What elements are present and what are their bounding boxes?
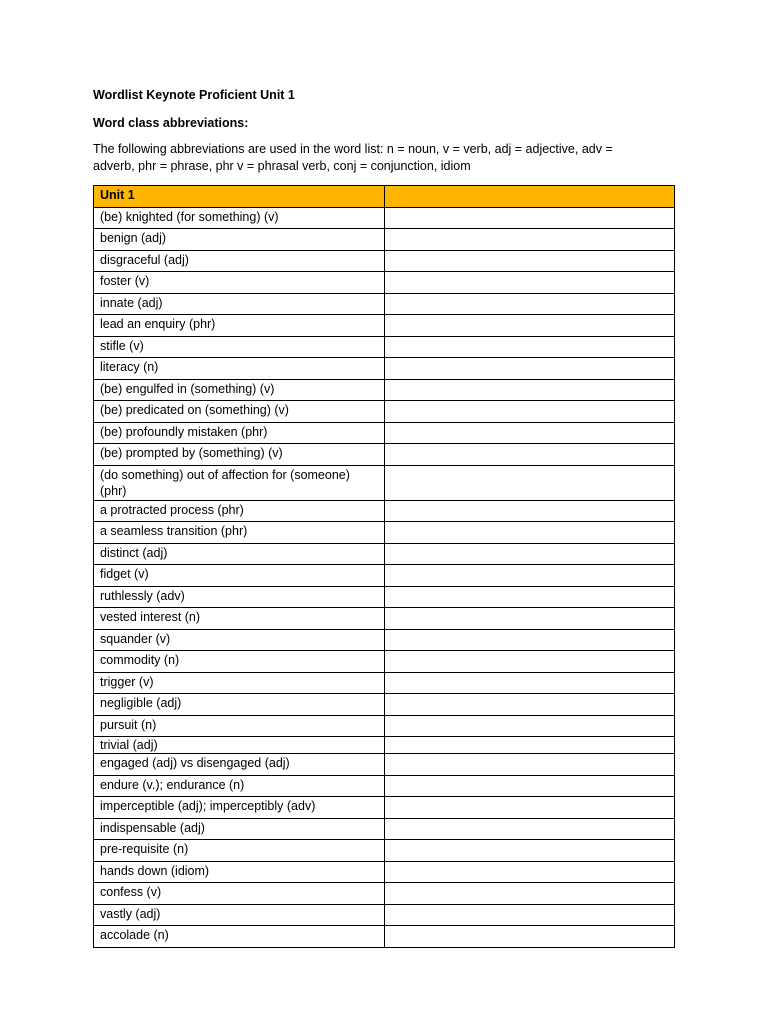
table-row (94, 737, 675, 754)
word-cell: a protracted process (phr) (94, 500, 385, 522)
blank-cell[interactable] (384, 775, 675, 797)
word-cell: commodity (n) (94, 651, 385, 673)
blank-cell[interactable] (384, 608, 675, 630)
word-cell: benign (adj) (94, 229, 385, 251)
table-row (94, 522, 675, 544)
blank-cell[interactable] (384, 293, 675, 315)
table-row (94, 444, 675, 466)
table-row (94, 904, 675, 926)
blank-cell[interactable] (384, 651, 675, 673)
word-cell: fidget (v) (94, 565, 385, 587)
blank-cell[interactable] (384, 672, 675, 694)
word-cell: stifle (v) (94, 336, 385, 358)
word-cell: endure (v.); endurance (n) (94, 775, 385, 797)
word-cell: (be) predicated on (something) (v) (94, 401, 385, 423)
abbreviations-intro: The following abbreviations are used in the word list: n = noun, v = verb, adj = adjective, adv = adverb, phr = phrase, phr v = phrasal verb, conj = conjunction, idiom (93, 142, 613, 173)
table-row (94, 229, 675, 251)
table-row (94, 797, 675, 819)
table-row (94, 500, 675, 522)
table-row (94, 379, 675, 401)
table-row (94, 336, 675, 358)
blank-cell[interactable] (384, 840, 675, 862)
word-cell: vested interest (n) (94, 608, 385, 630)
word-cell: innate (adj) (94, 293, 385, 315)
blank-cell[interactable] (384, 500, 675, 522)
table-row (94, 672, 675, 694)
word-cell: lead an enquiry (phr) (94, 315, 385, 337)
blank-cell[interactable] (384, 207, 675, 229)
word-cell: (be) engulfed in (something) (v) (94, 379, 385, 401)
table-row (94, 315, 675, 337)
table-row (94, 715, 675, 737)
table-row (94, 586, 675, 608)
table-row (94, 401, 675, 423)
table-row (94, 293, 675, 315)
header-cell-blank (384, 186, 675, 208)
word-cell: distinct (adj) (94, 543, 385, 565)
blank-cell[interactable] (384, 904, 675, 926)
table-row (94, 207, 675, 229)
word-cell: a seamless transition (phr) (94, 522, 385, 544)
word-cell: (do something) out of affection for (someone) (phr) (94, 465, 385, 500)
document-title: Wordlist Keynote Proficient Unit 1 (93, 88, 295, 102)
table-row (94, 840, 675, 862)
table-row (94, 358, 675, 380)
blank-cell[interactable] (384, 250, 675, 272)
table-header-row (94, 186, 675, 208)
table-row (94, 926, 675, 948)
word-cell: trigger (v) (94, 672, 385, 694)
blank-cell[interactable] (384, 694, 675, 716)
blank-cell[interactable] (384, 358, 675, 380)
wordlist-table (93, 185, 675, 948)
blank-cell[interactable] (384, 315, 675, 337)
blank-cell[interactable] (384, 926, 675, 948)
word-cell: disgraceful (adj) (94, 250, 385, 272)
blank-cell[interactable] (384, 565, 675, 587)
table-row (94, 775, 675, 797)
table-row (94, 694, 675, 716)
blank-cell[interactable] (384, 379, 675, 401)
word-cell: (be) prompted by (something) (v) (94, 444, 385, 466)
blank-cell[interactable] (384, 754, 675, 776)
blank-cell[interactable] (384, 715, 675, 737)
blank-cell[interactable] (384, 797, 675, 819)
blank-cell[interactable] (384, 272, 675, 294)
table-row (94, 883, 675, 905)
table-row (94, 272, 675, 294)
blank-cell[interactable] (384, 629, 675, 651)
header-cell-unit: Unit 1 (94, 186, 385, 208)
table-row (94, 861, 675, 883)
blank-cell[interactable] (384, 336, 675, 358)
table-row (94, 754, 675, 776)
table-row (94, 565, 675, 587)
word-cell: negligible (adj) (94, 694, 385, 716)
word-cell: trivial (adj) (94, 737, 385, 754)
blank-cell[interactable] (384, 818, 675, 840)
blank-cell[interactable] (384, 543, 675, 565)
word-cell: (be) profoundly mistaken (phr) (94, 422, 385, 444)
word-cell: ruthlessly (adv) (94, 586, 385, 608)
table-row (94, 629, 675, 651)
word-cell: pursuit (n) (94, 715, 385, 737)
word-cell: engaged (adj) vs disengaged (adj) (94, 754, 385, 776)
blank-cell[interactable] (384, 861, 675, 883)
blank-cell[interactable] (384, 444, 675, 466)
word-cell: indispensable (adj) (94, 818, 385, 840)
abbreviations-heading: Word class abbreviations: (93, 116, 249, 130)
blank-cell[interactable] (384, 422, 675, 444)
table-row (94, 543, 675, 565)
blank-cell[interactable] (384, 883, 675, 905)
table-row (94, 651, 675, 673)
word-cell: hands down (idiom) (94, 861, 385, 883)
word-cell: imperceptible (adj); imperceptibly (adv) (94, 797, 385, 819)
word-cell: foster (v) (94, 272, 385, 294)
word-cell: (be) knighted (for something) (v) (94, 207, 385, 229)
word-cell: literacy (n) (94, 358, 385, 380)
word-cell: pre-requisite (n) (94, 840, 385, 862)
word-cell: squander (v) (94, 629, 385, 651)
blank-cell[interactable] (384, 401, 675, 423)
blank-cell[interactable] (384, 737, 675, 754)
document-page (93, 86, 675, 948)
word-cell: confess (v) (94, 883, 385, 905)
blank-cell[interactable] (384, 586, 675, 608)
word-cell: vastly (adj) (94, 904, 385, 926)
blank-cell[interactable] (384, 229, 675, 251)
table-row (94, 465, 675, 500)
blank-cell[interactable] (384, 522, 675, 544)
table-row (94, 422, 675, 444)
table-row (94, 818, 675, 840)
table-row (94, 250, 675, 272)
table-row (94, 608, 675, 630)
blank-cell[interactable] (384, 465, 675, 500)
word-cell: accolade (n) (94, 926, 385, 948)
